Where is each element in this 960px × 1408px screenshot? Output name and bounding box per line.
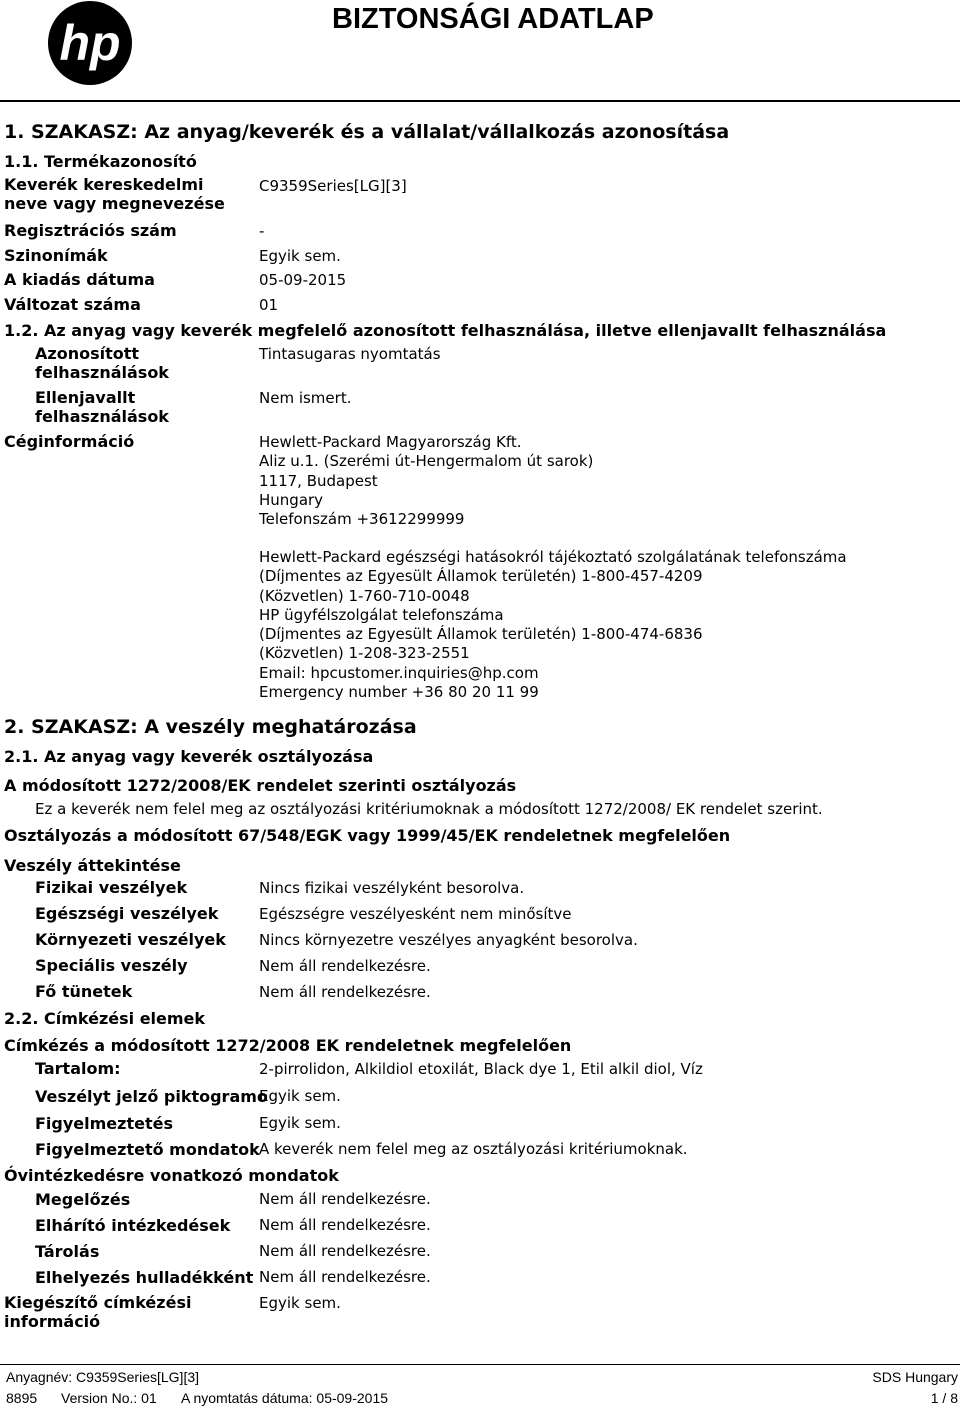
contact-line: Emergency number +36 80 20 11 99 — [259, 683, 539, 702]
disposal-label: Elhelyezés hulladékként — [35, 1268, 254, 1287]
trade-name-value: C9359Series[LG][3] — [259, 177, 407, 195]
environmental-hazards-label: Környezeti veszélyek — [35, 930, 226, 949]
response-label: Elhárító intézkedések — [35, 1216, 231, 1235]
synonyms-label: Szinonímák — [4, 246, 108, 265]
identified-uses-label: Azonosított felhasználások — [35, 344, 169, 382]
storage-value: Nem áll rendelkezésre. — [259, 1242, 431, 1260]
synonyms-value: Egyik sem. — [259, 247, 341, 265]
subsection-2-2-heading: 2.2. Címkézési elemek — [4, 1009, 206, 1028]
footer-doc-number: 8895 — [6, 1390, 38, 1406]
physical-hazards-value: Nincs fizikai veszélyként besorolva. — [259, 879, 525, 897]
hazard-statements-label: Figyelmeztető mondatok — [35, 1140, 260, 1159]
emergency-contacts — [259, 548, 847, 702]
pictogram-value: Egyik sem. — [259, 1087, 341, 1105]
issue-date-value: 05-09-2015 — [259, 271, 347, 289]
company-line: 1117, Budapest — [259, 471, 378, 490]
contents-label: Tartalom: — [35, 1059, 121, 1078]
contact-line: (Díjmentes az Egyesült Államok területén) 1-800-474-6836 — [259, 625, 703, 644]
footer-print-date: A nyomtatás dátuma: 05-09-2015 — [181, 1390, 389, 1406]
contact-line: Email: hpcustomer.inquiries@hp.com — [259, 663, 539, 682]
registration-number-value: - — [259, 222, 265, 240]
footer-version: Version No.: 01 — [61, 1390, 157, 1406]
health-hazards-value: Egészségre veszélyesként nem minősítve — [259, 905, 572, 923]
subsection-1-2-heading: 1.2. Az anyag vagy keverék megfelelő azonosított felhasználása, illetve ellenjavallt felhasználása — [4, 321, 887, 340]
trade-name-label: Keverék kereskedelmi neve vagy megnevezése — [4, 175, 225, 213]
identified-uses-value: Tintasugaras nyomtatás — [259, 345, 441, 363]
section2-heading: 2. SZAKASZ: A veszély meghatározása — [4, 716, 417, 738]
issue-date-label: A kiadás dátuma — [4, 270, 155, 289]
contact-line: (Közvetlen) 1-760-710-0048 — [259, 586, 470, 605]
uses-advised-against-value: Nem ismert. — [259, 389, 352, 407]
special-hazard-value: Nem áll rendelkezésre. — [259, 957, 431, 975]
version-number-value: 01 — [259, 296, 279, 314]
supplemental-label: Kiegészítő címkézési információ — [4, 1293, 192, 1331]
company-line: Aliz u.1. (Szerémi út-Hengermalom út sarok) — [259, 452, 594, 471]
labelling-heading: Címkézés a módosított 1272/2008 EK rendeletnek megfelelően — [4, 1036, 572, 1055]
main-symptoms-value: Nem áll rendelkezésre. — [259, 983, 431, 1001]
subsection-2-1-heading: 2.1. Az anyag vagy keverék osztályozása — [4, 747, 374, 766]
health-hazards-label: Egészségi veszélyek — [35, 904, 219, 923]
hp-logo-text: hp — [59, 15, 121, 71]
hp-logo — [46, 0, 134, 86]
hazard-overview-heading: Veszély áttekintése — [4, 856, 181, 875]
footer-product-name: Anyagnév: C9359Series[LG][3] — [6, 1369, 200, 1385]
pictogram-label: Veszélyt jelző piktogramo — [35, 1087, 268, 1106]
hazard-statements-value: A keverék nem felel meg az osztályozási kritériumoknak. — [259, 1140, 688, 1158]
dsd-classification-heading: Osztályozás a módosított 67/548/EGK vagy 1999/45/EK rendeletnek megfelelően — [4, 826, 731, 845]
section1-heading: 1. SZAKASZ: Az anyag/keverék és a vállalat/vállalkozás azonosítása — [4, 121, 730, 143]
version-number-label: Változat száma — [4, 295, 141, 314]
precautionary-heading: Óvintézkedésre vonatkozó mondatok — [4, 1166, 339, 1185]
response-value: Nem áll rendelkezésre. — [259, 1216, 431, 1234]
storage-label: Tárolás — [35, 1242, 100, 1261]
environmental-hazards-value: Nincs környezetre veszélyes anyagként besorolva. — [259, 931, 638, 949]
company-address — [259, 433, 593, 529]
registration-number-label: Regisztrációs szám — [4, 221, 177, 240]
prevention-label: Megelőzés — [35, 1190, 131, 1209]
header-rule — [0, 100, 960, 102]
special-hazard-label: Speciális veszély — [35, 956, 188, 975]
company-line: Hewlett-Packard Magyarország Kft. — [259, 433, 522, 451]
uses-advised-against-label: Ellenjavallt felhasználások — [35, 388, 169, 426]
company-line: Telefonszám +3612299999 — [259, 510, 465, 529]
supplemental-value: Egyik sem. — [259, 1294, 341, 1312]
physical-hazards-label: Fizikai veszélyek — [35, 878, 188, 897]
contact-line: HP ügyfélszolgálat telefonszáma — [259, 605, 504, 624]
contact-line: (Közvetlen) 1-208-323-2551 — [259, 644, 470, 663]
footer-region: SDS Hungary — [872, 1369, 958, 1385]
prevention-value: Nem áll rendelkezésre. — [259, 1190, 431, 1208]
company-line: Hungary — [259, 490, 324, 509]
clp-classification-heading: A módosított 1272/2008/EK rendelet szerinti osztályozás — [4, 776, 517, 795]
footer-rule — [0, 1364, 960, 1365]
footer-page-number: 1 / 8 — [930, 1390, 958, 1406]
main-symptoms-label: Fő tünetek — [35, 982, 133, 1001]
contact-line: Hewlett-Packard egészségi hatásokról tájékoztató szolgálatának telefonszáma — [259, 548, 847, 566]
signal-word-label: Figyelmeztetés — [35, 1114, 173, 1133]
contents-value: 2-pirrolidon, Alkildiol etoxilát, Black dye 1, Etil alkil diol, Víz — [259, 1060, 703, 1078]
disposal-value: Nem áll rendelkezésre. — [259, 1268, 431, 1286]
clp-classification-text: Ez a keverék nem felel meg az osztályozási kritériumoknak a módosított 1272/2008/ EK rendelet szerint. — [35, 800, 823, 818]
company-info-label: Céginformáció — [4, 432, 135, 451]
document-title: BIZTONSÁGI ADATLAP — [332, 3, 654, 35]
signal-word-value: Egyik sem. — [259, 1114, 341, 1132]
contact-line: (Díjmentes az Egyesült Államok területén) 1-800-457-4209 — [259, 567, 703, 586]
subsection-1-1-heading: 1.1. Termékazonosító — [4, 152, 197, 171]
